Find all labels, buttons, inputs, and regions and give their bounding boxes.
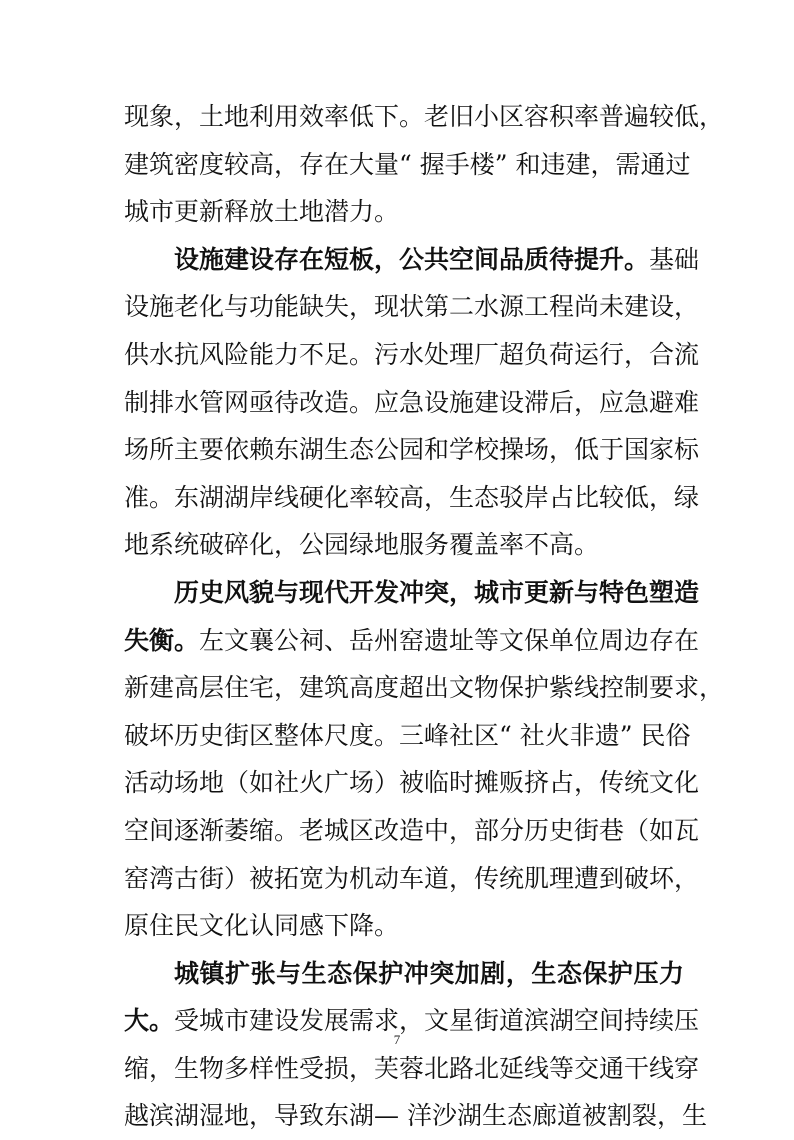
text-line: 准。东湖湖岸线硬化率较高，生态驳岸占比较低，绿 [124, 482, 700, 512]
paragraph-heading: 历史风貌与现代开发冲突，城市更新与特色塑造 [174, 577, 700, 607]
text-line: 破坏历史街区整体尺度。三峰社区“ 社火非遗” 民俗 [124, 720, 691, 750]
paragraph-heading-end: 大。 [124, 1006, 175, 1036]
text-line: 原住民文化认同感下降。 [124, 911, 400, 941]
body-text [124, 93, 725, 1140]
text-line: 缩，生物多样性受损，芙蓉北路北延线等交通干线穿 [124, 1053, 700, 1083]
paragraph-historic [124, 569, 725, 950]
heading-continuation: 受城市建设发展需求，文星街道滨湖空间持续压 [174, 1006, 700, 1036]
text-line: 活动场地（如社火广场）被临时摊贩挤占，传统文化 [124, 768, 700, 798]
paragraph-land-use [124, 93, 725, 236]
text-line: 空间逐渐萎缩。老城区改造中，部分历史街巷（如瓦 [124, 815, 700, 845]
paragraph-heading-end: 失衡。 [124, 625, 200, 655]
text-line: 制排水管网亟待改造。应急设施建设滞后，应急避难 [124, 387, 700, 417]
text-line: 窑湾古街）被拓宽为机动车道，传统肌理遭到破坏， [124, 863, 700, 893]
heading-continuation: 基础 [649, 244, 700, 274]
page-number: 7 [393, 1032, 401, 1047]
text-line: 地系统破碎化，公园绿地服务覆盖率不高。 [124, 530, 600, 560]
heading-continuation: 左文襄公祠、岳州窑遗址等文保单位周边存在 [199, 625, 700, 655]
text-line: 场所主要依赖东湖生态公园和学校操场，低于国家标 [124, 435, 700, 465]
heading-line [124, 617, 700, 665]
text-line: 新建高层住宅，建筑高度超出文物保护紫线控制要求， [124, 673, 725, 703]
text-line: 设施老化与功能缺失，现状第二水源工程尚未建设， [124, 292, 700, 322]
heading-line [124, 236, 700, 284]
text-line: 越滨湖湿地，导致东湖— 洋沙湖生态廊道被割裂，生 [124, 1101, 707, 1131]
paragraph-facilities [124, 236, 700, 569]
text-line: 建筑密度较高，存在大量“ 握手楼” 和违建，需通过 [124, 149, 691, 179]
text-line: 供水抗风险能力不足。污水处理厂超负荷运行，合流 [124, 339, 700, 369]
text-line: 城市更新释放土地潜力。 [124, 197, 400, 227]
paragraph-heading: 城镇扩张与生态保护冲突加剧，生态保护压力 [174, 958, 684, 988]
text-line: 现象，土地利用效率低下。老旧小区容积率普遍较低， [124, 102, 725, 131]
paragraph-heading: 设施建设存在短板，公共空间品质待提升。 [174, 244, 650, 274]
